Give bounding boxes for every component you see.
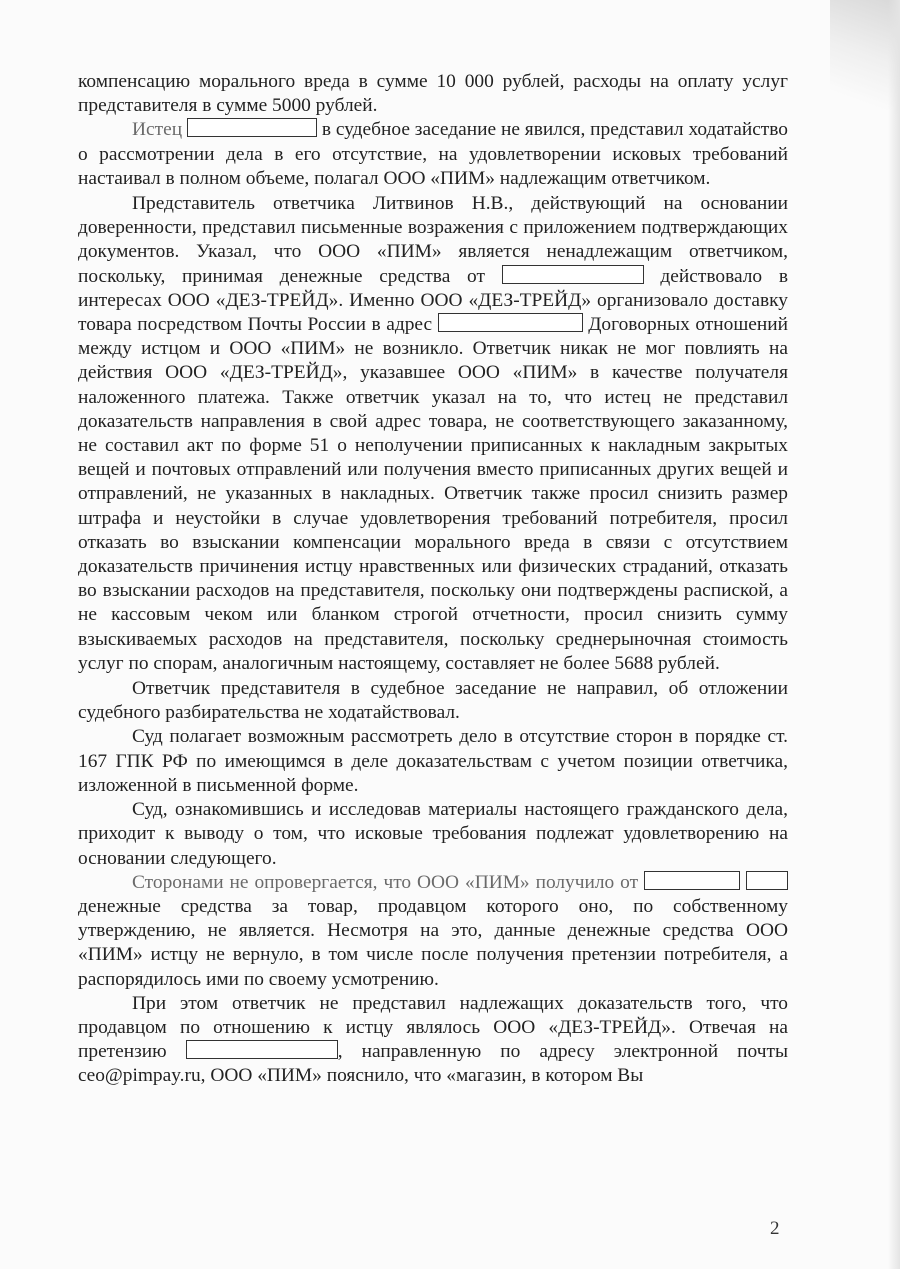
paragraph-5: Суд полагает возможным рассмотреть дело в отсутствие сторон в порядке ст. 167 ГПК РФ по имеющимся в деле доказательствам с учетом позиции ответчика, изложенной в письменной форме. [78,726,788,796]
redaction-box [644,871,740,890]
paragraph-3: Представитель ответчика Литвинов Н.В., действующий на основании доверенности, представил письменные возражения с приложением подтверждающих документов. Указал, что ООО «ПИМ» является ненадлежащим ответчиком, поскольку, принимая денежные средства от действовало в интересах ООО «ДЕЗ-ТРЕЙД». Именно ООО «ДЕЗ-ТРЕЙД» организовало доставку товара посредством Почты России в адрес Договорных отношений между истцом и ООО «ПИМ» не возникло. Ответчик никак не мог повлиять на действия ООО «ДЕЗ-ТРЕЙД», указавшее ООО «ПИМ» в качестве получателя наложенного платежа. Также ответчик указал на то, что истец не представил доказательств направления в свой адрес товара, не соответствующего заказанному, не составил акт по форме 51 о неполучении приписанных к накладным закрытых вещей и почтовых отправлений или получения вместо приписанных других вещей и отправлений, не указанных в накладных. Ответчик также просил снизить размер штрафа и неустойки в случае удовлетворения требований потребителя, просил отказать во взыскании компенсации морального вреда в связи с отсутствием доказательств причинения истцу нравственных или физических страданий, отказать во взыскании расходов на представителя, поскольку они подтверждены распиской, а не кассовым чеком или бланком строгой отчетности, просил снизить сумму взыскиваемых расходов на представителя, поскольку среднерыночная стоимость услуг по спорам, аналогичным настоящему, составляет не более 5688 рублей. [78,193,788,674]
document-body [78,70,788,1089]
paragraph-8: При этом ответчик не представил надлежащих доказательств того, что продавцом по отношению к истцу являлось ООО «ДЕЗ-ТРЕЙД». Отвечая на претензию , направленную по адресу электронной почты ceo@pimpay.ru, ООО «ПИМ» пояснило, что «магазин, в котором Вы [78,992,788,1087]
paragraph-2: Истец в судебное заседание не явился, представил ходатайство о рассмотрении дела в его отсутствие, на удовлетворении исковых требований настаивал в полном объеме, полагал ООО «ПИМ» надлежащим ответчиком. [78,119,788,189]
page-edge-shadow [888,0,900,1269]
paragraph-4: Ответчик представителя в судебное заседание не направил, об отложении судебного разбирательства не ходатайствовал. [78,678,788,724]
paragraph-1: компенсацию морального вреда в сумме 10 000 рублей, расходы на оплату услуг представителя в сумме 5000 рублей. [78,71,788,117]
paragraph-6: Суд, ознакомившись и исследовав материалы настоящего гражданского дела, приходит к выводу о том, что исковые требования подлежат удовлетворению на основании следующего. [78,799,788,869]
redaction-box [502,265,644,284]
paragraph-7: Сторонами не опровергается, что ООО «ПИМ» получило от денежные средства за товар, продавцом которого оно, по собственному утверждению, не является. Несмотря на это, данные денежные средства ООО «ПИМ» истцу не вернуло, в том числе после получения претензии потребителя, а распорядилось ими по своему усмотрению. [78,871,788,990]
redaction-box [187,118,317,137]
redaction-box [438,313,583,332]
redaction-box [746,871,788,890]
redaction-box [186,1040,338,1059]
page-number: 2 [770,1218,780,1239]
